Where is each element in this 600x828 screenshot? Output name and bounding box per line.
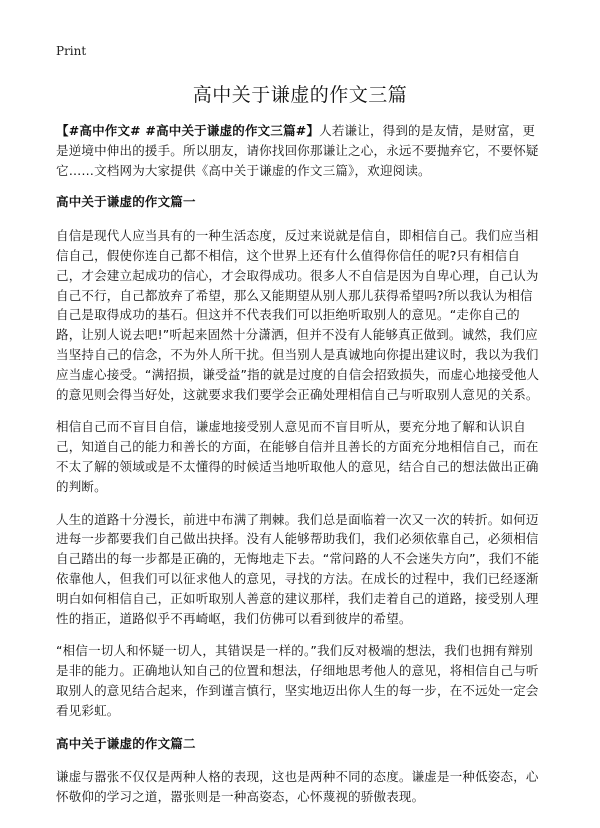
section-heading-2: 高中关于谦虚的作文篇二 [56, 735, 196, 751]
intro-paragraph [56, 121, 544, 180]
page-title: 高中关于谦虚的作文三篇 [192, 84, 408, 106]
section-heading-1: 高中关于谦虚的作文篇一 [56, 194, 196, 210]
paragraph: 相信自己而不盲目自信，谦虚地接受别人意见而不盲目听从，要充分地了解和认识自己，知道自己的能力和善长的方面，在能够自信并且善长的方面充分地相信自己，而在不太了解的领域或是不太懂得的时候适当地听取他人的意见，结合自己的想法做出正确的判断。 [56, 419, 539, 494]
intro-text: 人若谦让，得到的是友情，是财富，更是逆境中伸出的援手。所以朋友，请你找回你那谦让之心，永远不要抛弃它，不要怀疑它……文档网为大家提供《高中关于谦虚的作文三篇》，欢迎阅读。 [56, 123, 539, 178]
paragraph: “相信一切人和怀疑一切人，其错误是一样的。”我们反对极端的想法，我们也拥有辩别是非的能力。正确地认知自己的位置和想法，仔细地思考他人的意见，将相信自己与听取别人的意见结合起来，作到谨言慎行，坚实地迈出你人生的每一步，在不远处一定会看见彩虹。 [56, 643, 539, 718]
paragraph: 人生的道路十分漫长，前进中布满了荆棘。我们总是面临着一次又一次的转折。如何迈进每一步都要我们自己做出抉择。没有人能够帮助我们，我们必须依靠自己，必须相信自己踏出的每一步都是正确的，无悔地走下去。“常问路的人不会迷失方向”，我们不能依靠他人，但我们可以征求他人的意见，寻找的方法。在成长的过程中，我们已经逐渐明白如何相信自己，正如听取别人善意的建议那样，我们走着自己的道路，接受别人理性的指正，道路似乎不再崎岖，我们仿佛可以看到彼岸的希望。 [56, 511, 540, 626]
print-link[interactable]: Print [56, 44, 87, 58]
paragraph: 谦虚与嚣张不仅仅是两种人格的表现，这也是两种不同的态度。谦虚是一种低姿态，心怀敬仰的学习之道，嚣张则是一种高姿态，心怀蔑视的骄傲表现。 [56, 769, 539, 805]
article-body [56, 121, 544, 820]
paragraph: 自信是现代人应当具有的一种生活态度，反过来说就是信自，即相信自己。我们应当相信自己，假使你连自己都不相信，这个世界上还有什么值得你信任的呢?只有相信自己，才会建立起成功的信心，才会取得成功。很多人不自信是因为自卑心理，自己认为自己不行，自己都放弃了希望，那么又能期望从别人那儿获得希望吗?所以我认为相信自己是取得成功的基石。但这并不代表我们可以拒绝听取别人的意见。“走你自己的路，让别人说去吧!”听起来固然十分潇洒，但并不没有人能够真正做到。诚然，我们应当坚持自己的信念，不为外人所干扰。但当别人是真诚地向你提出建议时，我以为我们应当虚心接受。“满招损，谦受益”指的就是过度的自信会招致损失，而虚心地接受他人的意见则会得当好处，这就要求我们要学会正确处理相信自己与听取别人意见的关系。 [56, 228, 540, 402]
intro-tags: 【#高中作文# #高中关于谦虚的作文三篇#】 [56, 123, 320, 138]
